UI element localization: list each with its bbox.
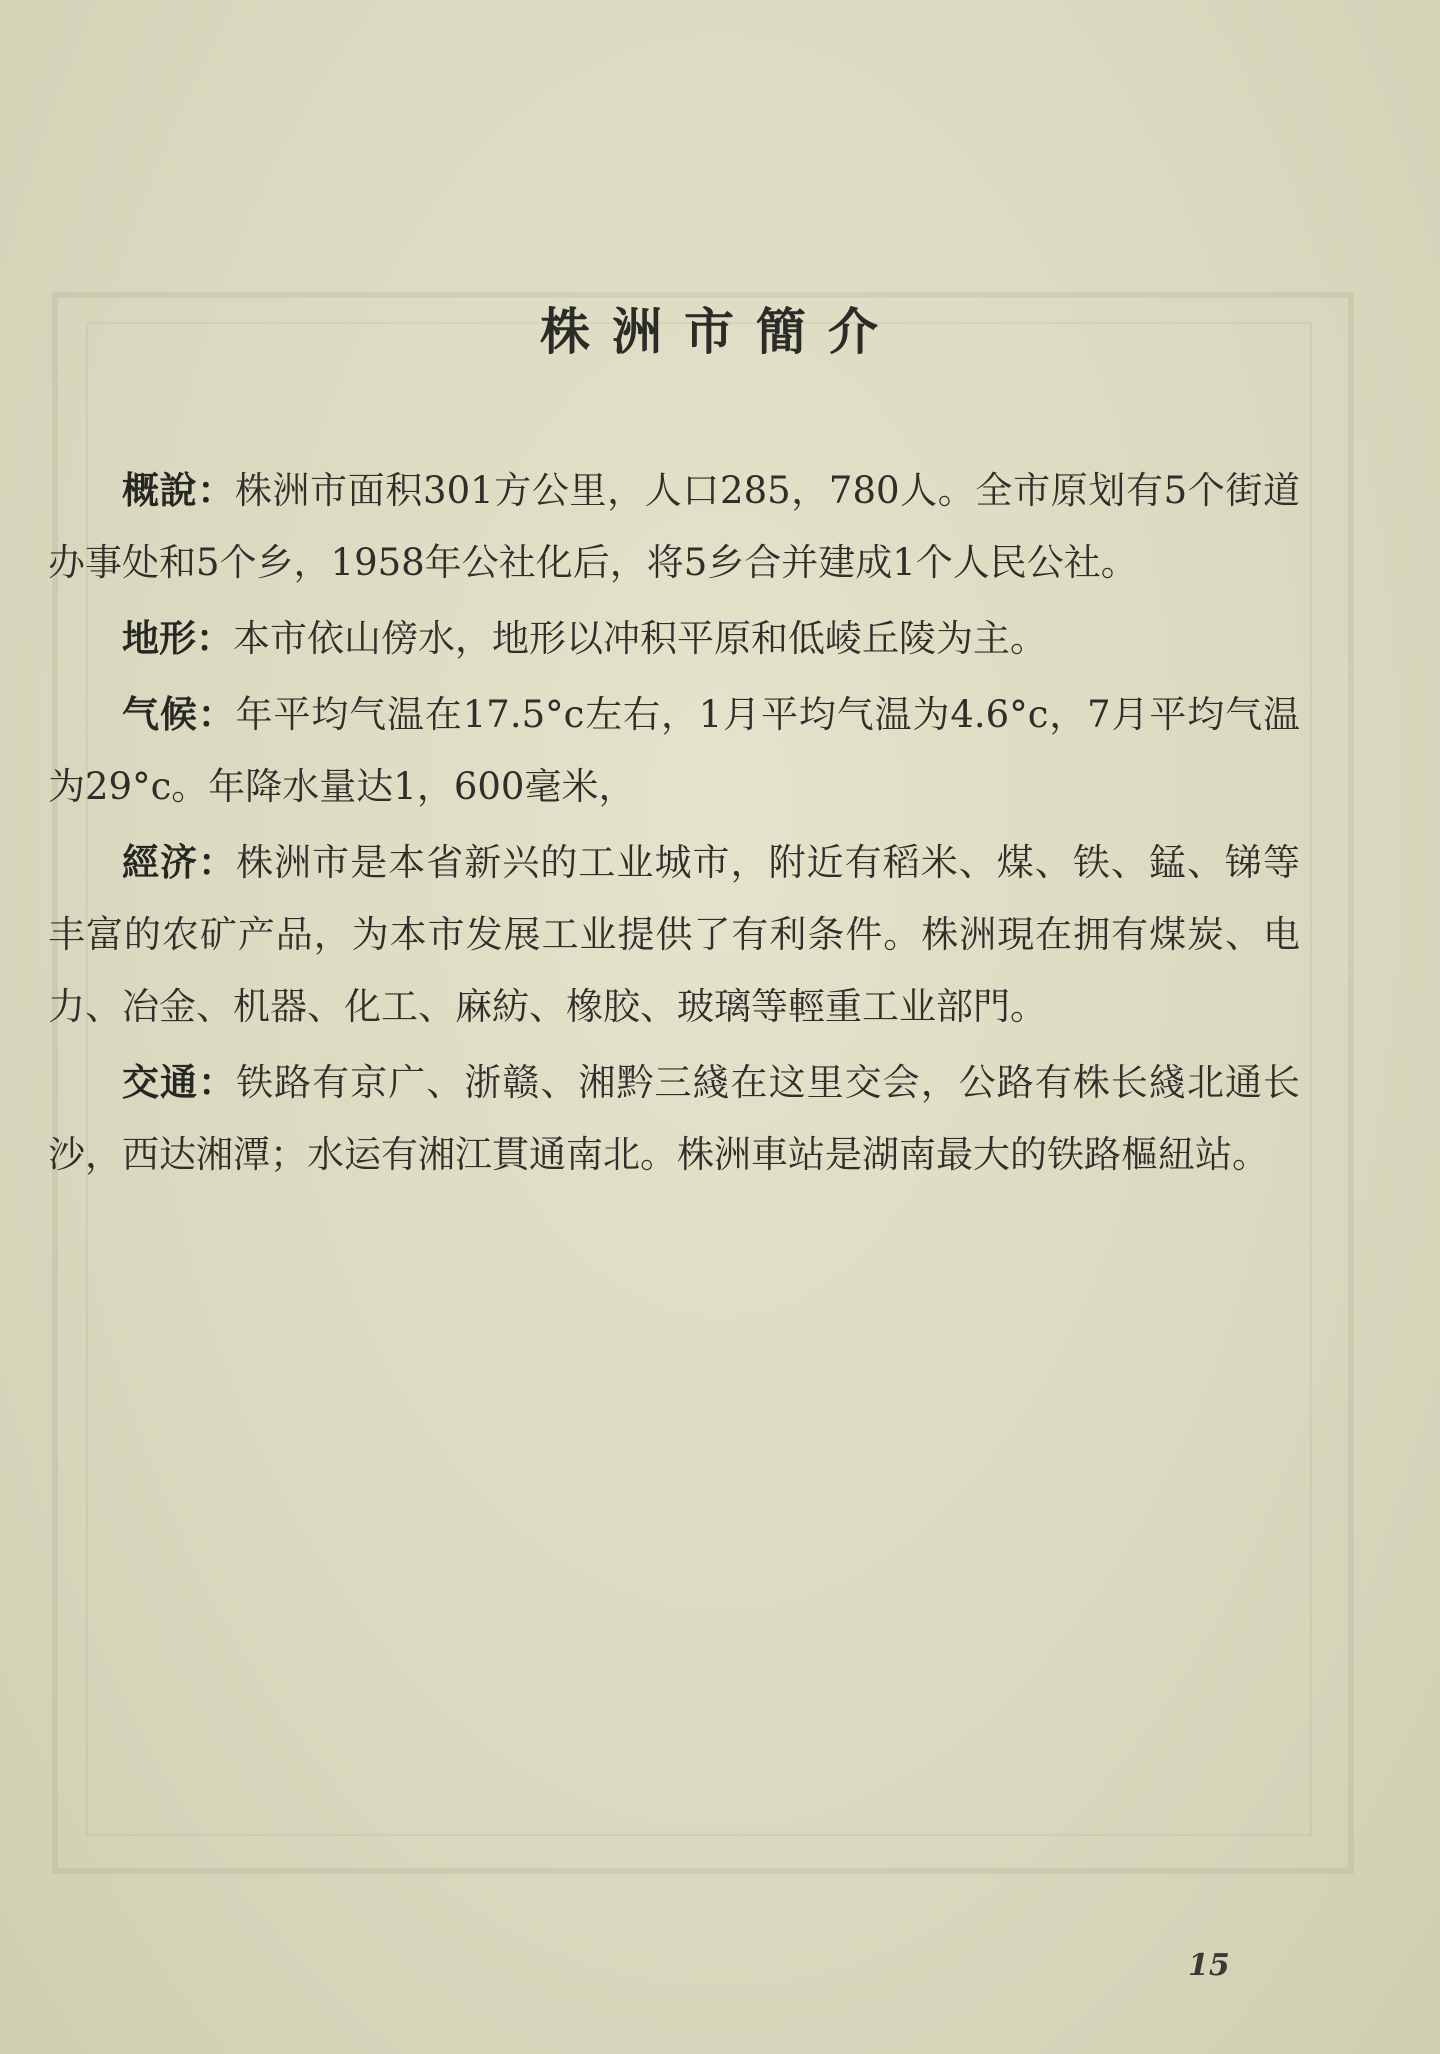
section-text: 年平均气温在17.5°c左右，1月平均气温为4.6°c，7月平均气温为29°c。年降水量达1，600毫米， <box>48 693 1301 808</box>
section-text: 株洲市面积301方公里，人口285，780人。全市原划有5个街道办事处和5个乡，1958年公社化后，将5乡合并建成1个人民公社。 <box>48 469 1301 584</box>
section-label: 交通： <box>122 1061 237 1104</box>
section-label: 概說： <box>122 469 235 512</box>
section-overview <box>48 455 1300 599</box>
section-label: 地形： <box>122 617 233 660</box>
section-climate <box>48 679 1300 823</box>
section-terrain <box>48 603 1300 675</box>
section-text: 株洲市是本省新兴的工业城市，附近有稻米、煤、铁、錳、锑等丰富的农矿产品，为本市发展工业提供了有利条件。株洲現在拥有煤炭、电力、冶金、机器、化工、麻紡、橡胶、玻璃等輕重工业部門。 <box>48 841 1301 1028</box>
article-body <box>48 455 1300 1191</box>
page-number: 15 <box>1188 1948 1230 1983</box>
section-text: 本市依山傍水，地形以冲积平原和低崚丘陵为主。 <box>233 617 1047 660</box>
section-label: 气候： <box>122 693 236 736</box>
section-text: 铁路有京广、浙赣、湘黔三綫在这里交会，公路有株长綫北通长沙，西达湘潭；水运有湘江貫通南北。株洲車站是湖南最大的铁路樞紐站。 <box>48 1061 1301 1176</box>
page-title: 株洲市簡介 <box>540 303 900 361</box>
section-economy <box>48 827 1300 1043</box>
section-label: 經济： <box>122 841 237 884</box>
section-transport <box>48 1047 1300 1191</box>
